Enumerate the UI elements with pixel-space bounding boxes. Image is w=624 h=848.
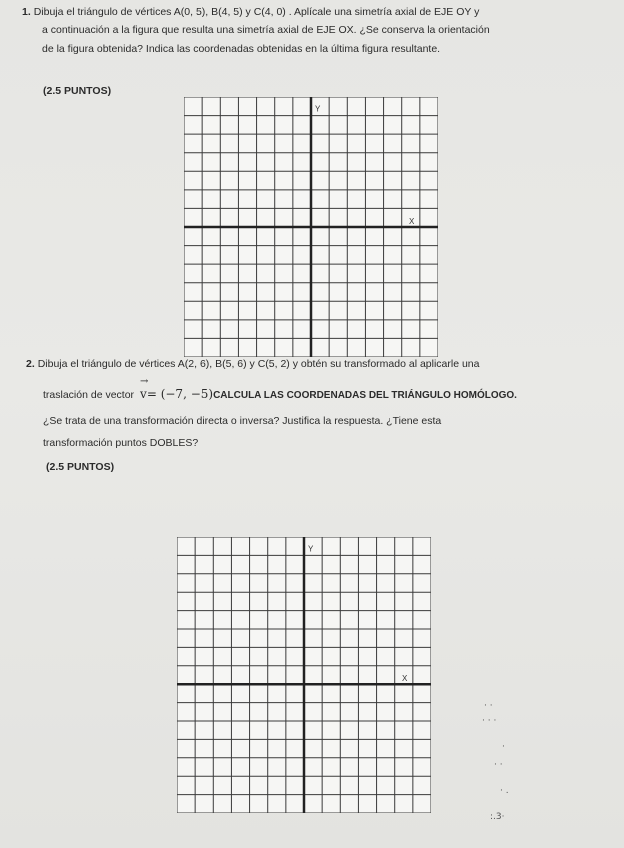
grid2-y-label: Y [308, 544, 314, 554]
problem1-line1-text: Dibuja el triángulo de vértices A(0, 5), B(4, 5) y C(4, 0) . Aplícale una simetría axial de EJE OY y [33, 6, 480, 18]
problem2-line2-suffix: CALCULA LAS COORDENADAS DEL TRIÁNGULO HOMÓLOGO. [213, 390, 517, 401]
problem2-line4: transformación puntos DOBLES? [43, 437, 199, 449]
problem1-line1 [22, 6, 479, 18]
grid1-x-label: X [408, 217, 415, 226]
problem2-line2-prefix: traslación de vector [43, 389, 135, 401]
grid2-x-label: X [401, 674, 408, 684]
margin-mark-2: · · · [482, 716, 497, 726]
problem2-line1 [26, 358, 480, 370]
problem1-grid-svg [184, 97, 438, 357]
grid1-y-label: Y [315, 104, 321, 114]
problem1-line3: de la figura obtenida? Indica las coordenadas obtenidas en la última figura resultante. [42, 43, 441, 55]
problem2-line2 [43, 387, 517, 401]
problem1-points: (2.5 PUNTOS) [43, 85, 112, 97]
vector-value: = (−7, −5) [146, 387, 214, 401]
problem2-points: (2.5 PUNTOS) [46, 461, 115, 473]
problem2-grid-svg [177, 537, 431, 813]
problem1-line2: a continuación a la figura que resulta una simetría axial de EJE OX. ¿Se conserva la orientación [42, 24, 490, 36]
problem1-grid[interactable] [184, 97, 438, 357]
margin-mark-5: · . [500, 786, 509, 796]
problem2-grid[interactable] [177, 537, 431, 813]
problem2-line3: ¿Se trata de una transformación directa o inversa? Justifica la respuesta. ¿Tiene esta [43, 415, 442, 427]
margin-mark-3: · [502, 742, 505, 752]
vector-symbol: → v [140, 387, 147, 401]
margin-mark-6: :.3· [490, 812, 505, 822]
margin-mark-4: · · [494, 760, 503, 770]
problem2-number: 2. [26, 358, 35, 370]
problem2-line1-text: Dibuja el triángulo de vértices A(2, 6), B(5, 6) y C(5, 2) y obtén su transformado al aplicarle una [37, 358, 480, 370]
margin-mark-1: · · [484, 701, 493, 711]
problem1-number: 1. [22, 6, 31, 18]
